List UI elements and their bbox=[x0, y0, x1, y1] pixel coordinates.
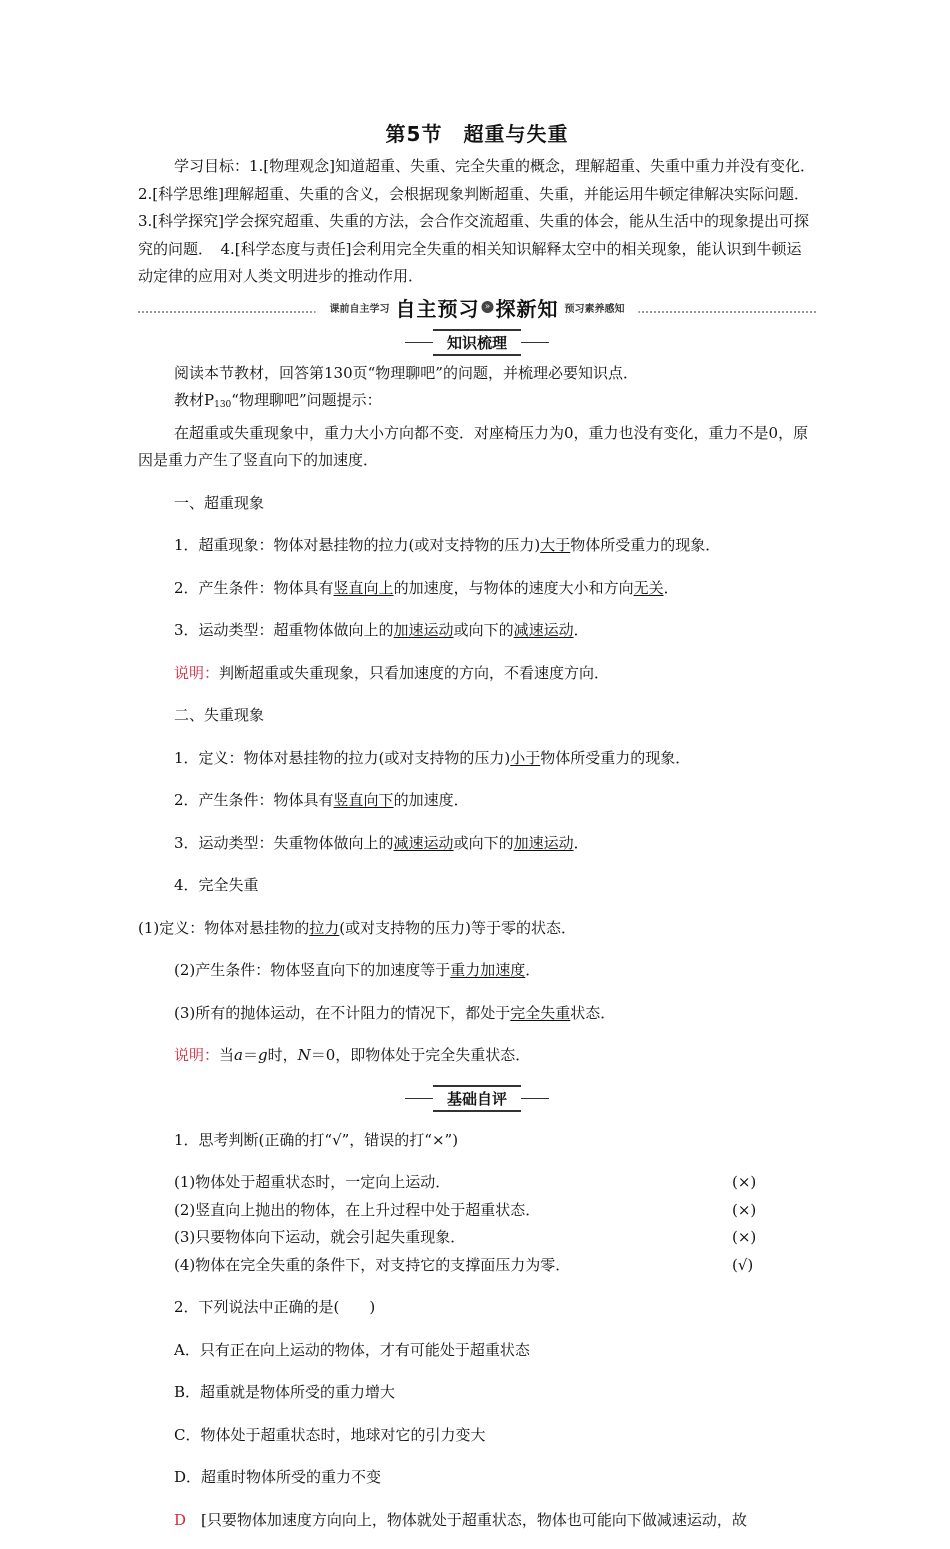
judge-item: (2)竖直向上抛出的物体，在上升过程中处于超重状态． (×) bbox=[138, 1197, 816, 1225]
fill-blank: 减速运动 bbox=[513, 621, 574, 639]
fill-blank: 减速运动 bbox=[393, 833, 454, 852]
overweight-condition: 2．产生条件：物体具有竖直向上的加速度，与物体的速度大小和方向无关． bbox=[174, 578, 679, 597]
fill-blank: 完全失重 bbox=[510, 1003, 571, 1022]
fill-blank: 无关 bbox=[633, 578, 664, 597]
judge-answer: (×) bbox=[732, 1173, 757, 1191]
note-label: 说明： bbox=[174, 663, 220, 682]
banner-main-1: 自主预习 bbox=[395, 296, 480, 321]
answer-letter: D bbox=[174, 1510, 187, 1529]
judge-item: (3)只要物体向下运动，就会引起失重现象． (×) bbox=[138, 1224, 816, 1252]
question-2: 2．下列说法中正确的是( ) bbox=[174, 1298, 376, 1316]
fill-blank: 大于 bbox=[540, 536, 571, 554]
fill-blank: 小于 bbox=[510, 748, 541, 767]
self-eval-tag bbox=[138, 1085, 816, 1112]
document-page bbox=[138, 118, 823, 1549]
complete-weightloss-heading: 4．完全失重 bbox=[174, 876, 259, 894]
judge-answer: (×) bbox=[732, 1200, 757, 1219]
intro-read: 阅读本节教材，回答第130页“物理聊吧”的问题，并梳理必要知识点． bbox=[174, 363, 638, 382]
fill-blank: 拉力 bbox=[309, 918, 340, 937]
question-1: 1．思考判断(正确的打“√”，错误的打“×”) bbox=[174, 1130, 459, 1149]
self-eval-tag-label: 基础自评 bbox=[433, 1085, 521, 1112]
fill-blank: 加速运动 bbox=[513, 833, 574, 852]
note-label: 说明： bbox=[174, 1046, 220, 1064]
knowledge-tag bbox=[138, 329, 816, 356]
fill-blank: 竖直向下 bbox=[333, 791, 394, 809]
fill-blank: 重力加速度 bbox=[450, 961, 526, 979]
heading-overweight: 一、超重现象 bbox=[174, 493, 265, 512]
option-d: D．超重时物体所受的重力不变 bbox=[174, 1468, 382, 1486]
option-c: C．物体处于超重状态时，地球对它的引力变大 bbox=[174, 1425, 486, 1444]
judge-item: (1)物体处于超重状态时，一定向上运动． (×) bbox=[138, 1169, 816, 1197]
arrow-dot-icon: » bbox=[482, 301, 494, 313]
complete-weightloss-def: (1)定义：物体对悬挂物的拉力(或对支持物的压力)等于零的状态． bbox=[138, 918, 576, 937]
banner-right-label: 预习素养感知 bbox=[564, 303, 625, 315]
knowledge-tag-label: 知识梳理 bbox=[433, 329, 521, 356]
banner-main-2: 探新知 bbox=[495, 296, 559, 321]
learning-objectives: 学习目标：1.[物理观念]知道超重、失重、完全失重的概念，理解超重、失重中重力并没有变化． 2.[科学思维]理解超重、失重的含义，会根据现象判断超重、失重，并能运用牛顿定律解决实际问题． 3.[科学探究]学会探究超重、失重的方法，会合作交流超重、失重的体会，能从生活中的现象提出可探究的问题． 4.[科学态度与责任]会利用完全失重的相关知识解释太空中的相关现象，能认识到牛顿运动定律的应用对人类文明进步的推动作用． bbox=[138, 157, 823, 285]
complete-weightloss-condition: (2)产生条件：物体竖直向下的加速度等于重力加速度． bbox=[174, 961, 541, 979]
option-a: A．只有正在向上运动的物体，才有可能处于超重状态 bbox=[174, 1340, 530, 1359]
weightloss-def: 1．定义：物体对悬挂物的拉力(或对支持物的压力)小于物体所受重力的现象． bbox=[174, 748, 691, 767]
heading-weightloss: 二、失重现象 bbox=[174, 706, 265, 724]
weightloss-motion: 3．运动类型：失重物体做向上的减速运动或向下的加速运动． bbox=[174, 833, 589, 852]
overweight-def: 1．超重现象：物体对悬挂物的拉力(或对支持物的压力)大于物体所受重力的现象． bbox=[174, 536, 721, 554]
overweight-motion: 3．运动类型：超重物体做向上的加速运动或向下的减速运动． bbox=[174, 621, 589, 639]
judge-answer: (√) bbox=[732, 1255, 754, 1274]
page-title: 第5节 超重与失重 bbox=[385, 122, 569, 146]
note-2: 说明：当a＝g时，N＝0，即物体处于完全失重状态． bbox=[174, 1046, 531, 1064]
banner-left-label: 课前自主学习 bbox=[329, 303, 390, 315]
complete-weightloss-projectile: (3)所有的抛体运动，在不计阻力的情况下，都处于完全失重状态． bbox=[174, 1003, 616, 1022]
intro-hint: 教材$P_{130}“$物理聊吧”问题提示： bbox=[174, 391, 382, 410]
section-banner bbox=[138, 293, 816, 321]
fill-blank: 竖直向上 bbox=[333, 578, 394, 597]
note-1: 说明：判断超重或失重现象，只看加速度的方向，不看速度方向． bbox=[174, 663, 610, 682]
answer-explanation: D [只要物体加速度方向向上，物体就处于超重状态，物体也可能向下做减速运动，故 bbox=[174, 1510, 747, 1529]
judge-answer: (×) bbox=[732, 1228, 757, 1246]
option-b: B．超重就是物体所受的重力增大 bbox=[174, 1383, 396, 1401]
intro-answer: 在超重或失重现象中，重力大小方向都不变．对座椅压力为0，重力也没有变化，重力不是0，原因是重力产生了竖直向下的加速度． bbox=[138, 423, 809, 469]
weightloss-condition: 2．产生条件：物体具有竖直向下的加速度． bbox=[174, 791, 469, 809]
fill-blank: 加速运动 bbox=[393, 621, 454, 639]
judge-item: (4)物体在完全失重的条件下，对支持它的支撑面压力为零． (√) bbox=[138, 1252, 816, 1280]
